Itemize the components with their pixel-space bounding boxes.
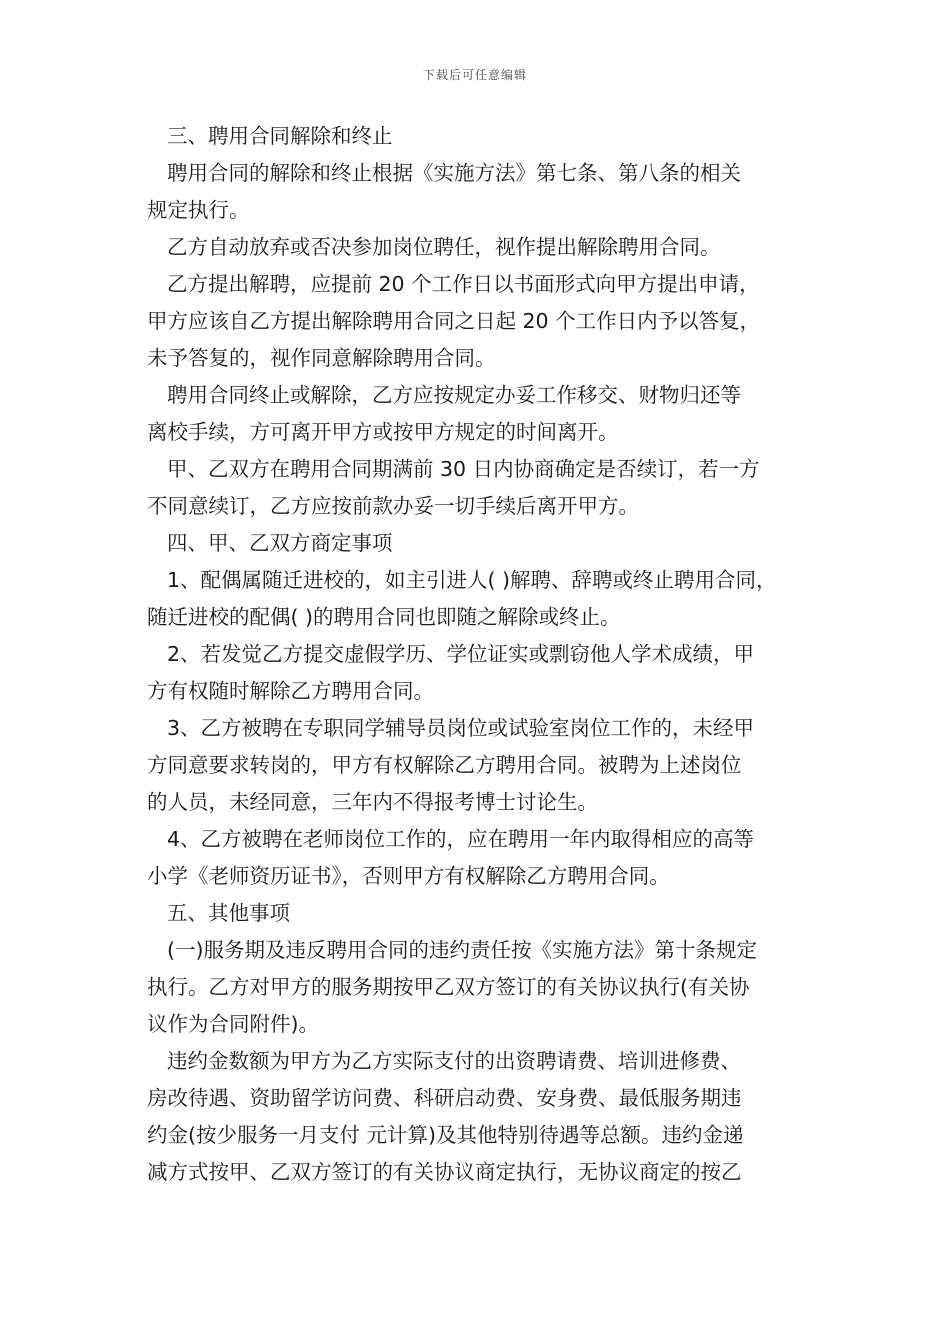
text-line: 1、配偶属随迁进校的，如主引进人( )解聘、辞聘或终止聘用合同， (167, 568, 777, 592)
text-line: 甲方应该自乙方提出解除聘用合同之日起 20 个工作日内予以答复， (147, 309, 761, 333)
text-line: 违约金数额为甲方为乙方实际支付的出资聘请费、培训进修费、 (167, 1049, 741, 1073)
text-line: 3、乙方被聘在专职同学辅导员岗位或试验室岗位工作的，未经甲 (167, 716, 755, 740)
text-line: 4、乙方被聘在老师岗位工作的，应在聘用一年内取得相应的高等 (167, 827, 755, 851)
text-line: 乙方提出解聘，应提前 20 个工作日以书面形式向甲方提出申请， (167, 272, 760, 296)
text-line: 聘用合同终止或解除，乙方应按规定办妥工作移交、财物归还等 (167, 383, 741, 407)
text-line: 乙方自动放弃或否决参加岗位聘任，视作提出解除聘用合同。 (167, 235, 721, 259)
text-line: (一)服务期及违反聘用合同的违约责任按《实施方法》第十条规定 (167, 938, 757, 962)
document-body (147, 118, 811, 1191)
text-line: 方同意要求转岗的，甲方有权解除乙方聘用合同。被聘为上述岗位 (147, 753, 742, 777)
text-line: 约金(按少服务一月支付 元计算)及其他特别待遇等总额。违约金递 (147, 1123, 744, 1147)
text-line: 小学《老师资历证书》，否则甲方有权解除乙方聘用合同。 (147, 864, 670, 888)
text-line: 减方式按甲、乙双方签订的有关协议商定执行，无协议商定的按乙 (147, 1160, 742, 1184)
text-line: 随迁进校的配偶( )的聘用合同也即随之解除或终止。 (147, 605, 621, 629)
text-line: 未予答复的，视作同意解除聘用合同。 (147, 346, 496, 370)
text-line: 聘用合同的解除和终止根据《实施方法》第七条、第八条的相关 (167, 161, 741, 185)
text-line: 规定执行。 (147, 198, 250, 222)
text-line: 的人员，未经同意，三年内不得报考博士讨论生。 (147, 790, 598, 814)
text-line: 执行。乙方对甲方的服务期按甲乙双方签订的有关协议执行(有关协 (147, 975, 750, 999)
text-line: 甲、乙双方在聘用合同期满前 30 日内协商确定是否续订，若一方 (167, 457, 760, 481)
text-line: 五、其他事项 (167, 901, 290, 925)
text-line: 议作为合同附件)。 (147, 1012, 319, 1036)
text-line: 2、若发觉乙方提交虚假学历、学位证实或剽窃他人学术成绩，甲 (167, 642, 755, 666)
text-line: 离校手续，方可离开甲方或按甲方规定的时间离开。 (147, 420, 619, 444)
text-line: 房改待遇、资助留学访问费、科研启动费、安身费、最低服务期违 (147, 1086, 742, 1110)
page-header: 下载后可任意编辑 (422, 68, 527, 82)
text-line: 方有权随时解除乙方聘用合同。 (147, 679, 434, 703)
text-line: 不同意续订，乙方应按前款办妥一切手续后离开甲方。 (147, 494, 639, 518)
text-line: 三、聘用合同解除和终止 (167, 124, 393, 148)
text-line: 四、甲、乙双方商定事项 (167, 531, 393, 555)
